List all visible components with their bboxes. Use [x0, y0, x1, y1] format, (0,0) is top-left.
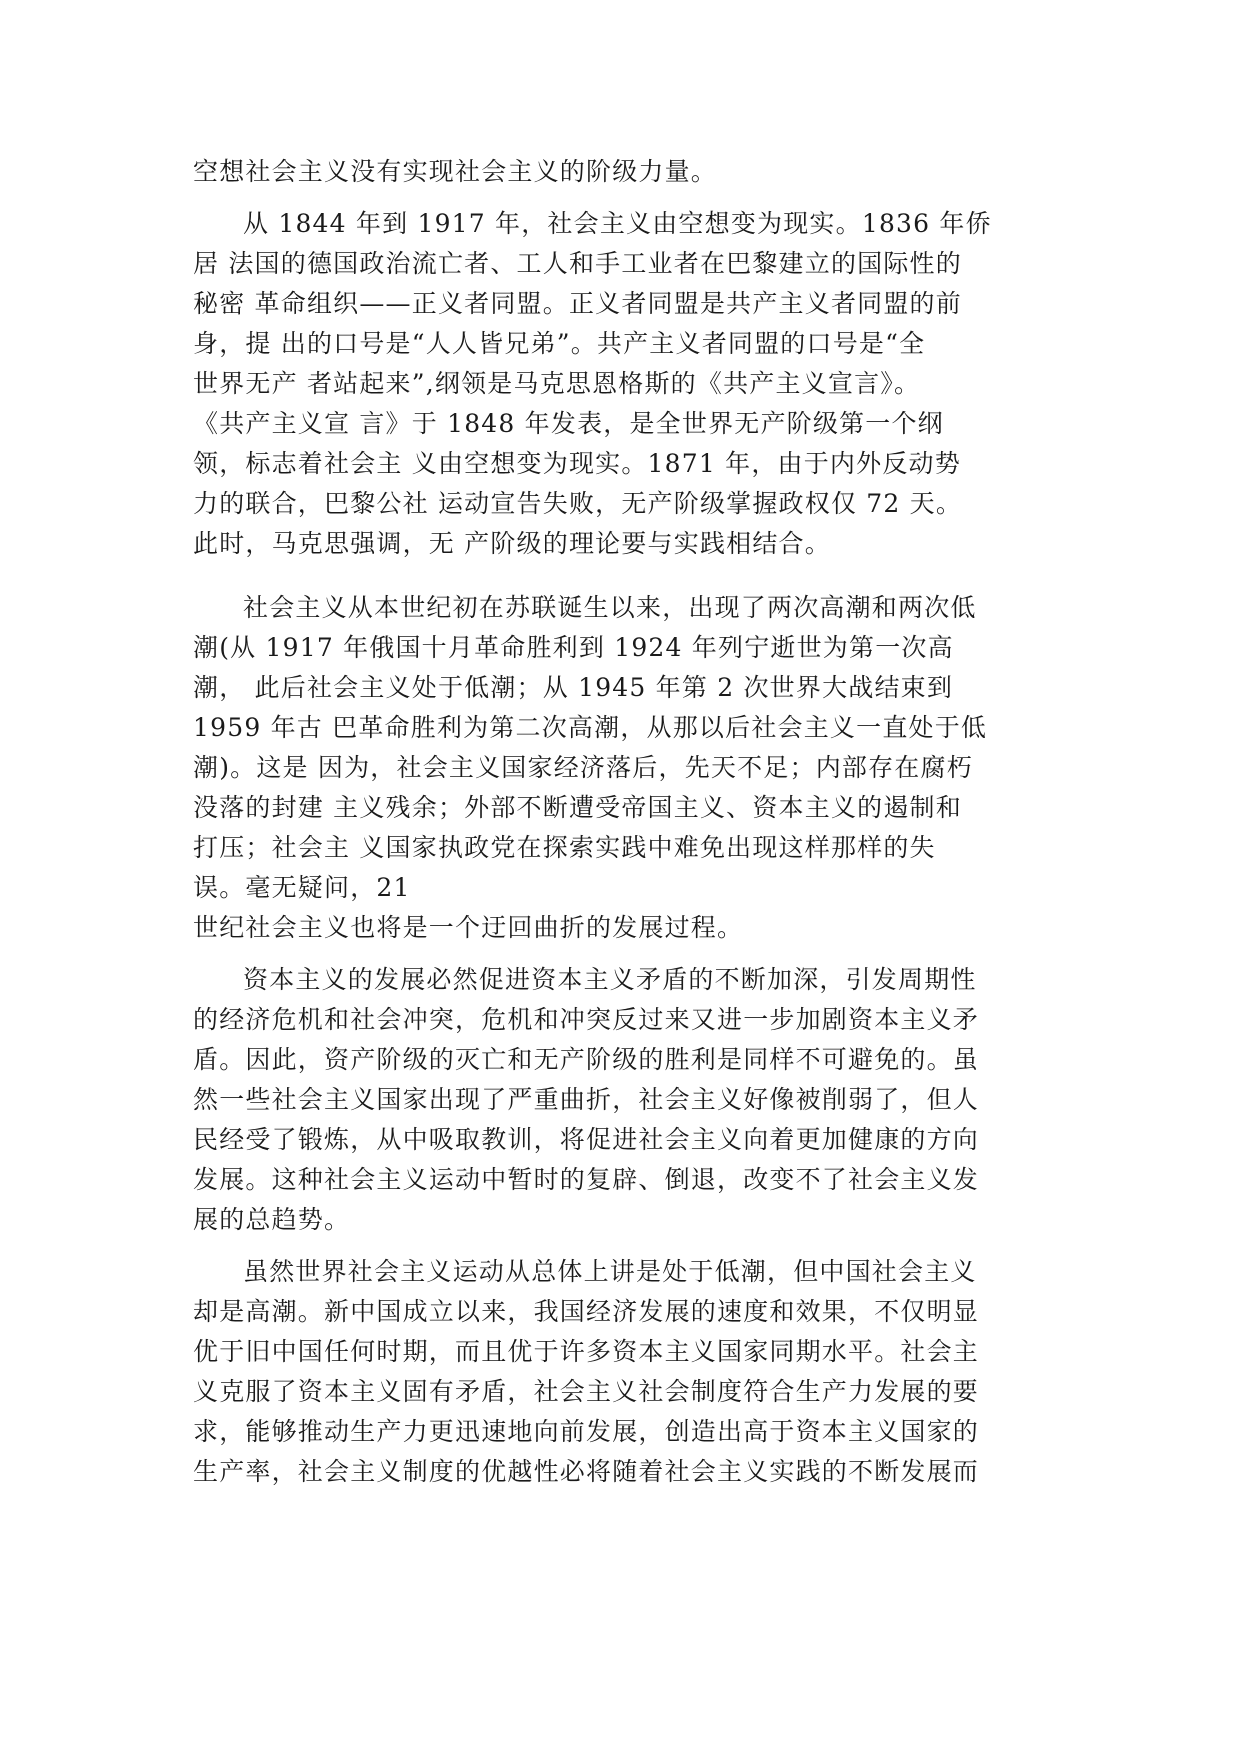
text-line: 的经济危机和社会冲突，危机和冲突反过来又进一步加剧资本主义矛: [193, 1005, 980, 1034]
text-line: 展的总趋势。: [193, 1205, 351, 1234]
paragraph-1: [193, 152, 1053, 192]
text-line: 潮)。这是 因为，社会主义国家经济落后，先天不足；内部存在腐朽: [193, 753, 973, 782]
text-line: 世纪社会主义也将是一个迂回曲折的发展过程。: [193, 913, 744, 942]
text-line: 然一些社会主义国家出现了严重曲折，社会主义好像被削弱了，但人: [193, 1085, 980, 1114]
text-line: 领，标志着社会主 义由空想变为现实。1871 年，由于内外反动势: [193, 449, 961, 478]
text-line: 打压；社会主 义国家执政党在探索实践中难免出现这样那样的失: [193, 833, 936, 862]
text-line: 从 1844 年到 1917 年，社会主义由空想变为现实。1836 年侨: [243, 209, 992, 238]
text-line: 民经受了锻炼，从中吸取教训，将促进社会主义向着更加健康的方向: [193, 1125, 980, 1154]
text-line: 义克服了资本主义固有矛盾，社会主义社会制度符合生产力发展的要: [193, 1377, 980, 1406]
paragraph-5: [193, 1252, 1053, 1492]
text-line: 资本主义的发展必然促进资本主义矛盾的不断加深，引发周期性: [243, 965, 977, 994]
text-line: 误。毫无疑问，21: [193, 873, 411, 902]
text-line: 空想社会主义没有实现社会主义的阶级力量。: [193, 157, 718, 186]
text-line: 潮， 此后社会主义处于低潮；从 1945 年第 2 次世界大战结束到: [193, 673, 954, 702]
document-body: [193, 152, 1053, 1504]
text-line: 此时，马克思强调，无 产阶级的理论要与实践相结合。: [193, 529, 831, 558]
text-line: 虽然世界社会主义运动从总体上讲是处于低潮，但中国社会主义: [243, 1257, 977, 1286]
text-line: 身，提 出的口号是“人人皆兄弟”。共产主义者同盟的口号是“全: [193, 329, 926, 358]
text-line: 发展。这种社会主义运动中暂时的复辟、倒退，改变不了社会主义发: [193, 1165, 980, 1194]
paragraph-2: [193, 204, 1053, 564]
text-line: 秘密 革命组织——正义者同盟。正义者同盟是共产主义者同盟的前: [193, 289, 962, 318]
text-line: 《共产主义宣 言》于 1848 年发表，是全世界无产阶级第一个纲: [193, 409, 944, 438]
text-line: 1959 年古 巴革命胜利为第二次高潮，从那以后社会主义一直处于低: [193, 713, 988, 742]
text-line: 没落的封建 主义残余；外部不断遭受帝国主义、资本主义的遏制和: [193, 793, 962, 822]
text-line: 力的联合，巴黎公社 运动宣告失败，无产阶级掌握政权仅 72 天。: [193, 489, 963, 518]
text-line: 居 法国的德国政治流亡者、工人和手工业者在巴黎建立的国际性的: [193, 249, 962, 278]
text-line: 世界无产 者站起来”,纲领是马克思恩格斯的《共产主义宣言》。: [193, 369, 921, 398]
text-line: 求，能够推动生产力更迅速地向前发展，创造出高于资本主义国家的: [193, 1417, 980, 1446]
text-line: 潮(从 1917 年俄国十月革命胜利到 1924 年列宁逝世为第一次高: [193, 633, 954, 662]
text-line: 社会主义从本世纪初在苏联诞生以来，出现了两次高潮和两次低: [243, 593, 977, 622]
paragraph-4: [193, 960, 1053, 1240]
text-line: 生产率，社会主义制度的优越性必将随着社会主义实践的不断发展而: [193, 1457, 980, 1486]
text-line: 盾。因此，资产阶级的灭亡和无产阶级的胜利是同样不可避免的。虽: [193, 1045, 980, 1074]
text-line: 优于旧中国任何时期，而且优于许多资本主义国家同期水平。社会主: [193, 1337, 980, 1366]
paragraph-3: [193, 588, 1053, 948]
text-line: 却是高潮。新中国成立以来，我国经济发展的速度和效果，不仅明显: [193, 1297, 980, 1326]
